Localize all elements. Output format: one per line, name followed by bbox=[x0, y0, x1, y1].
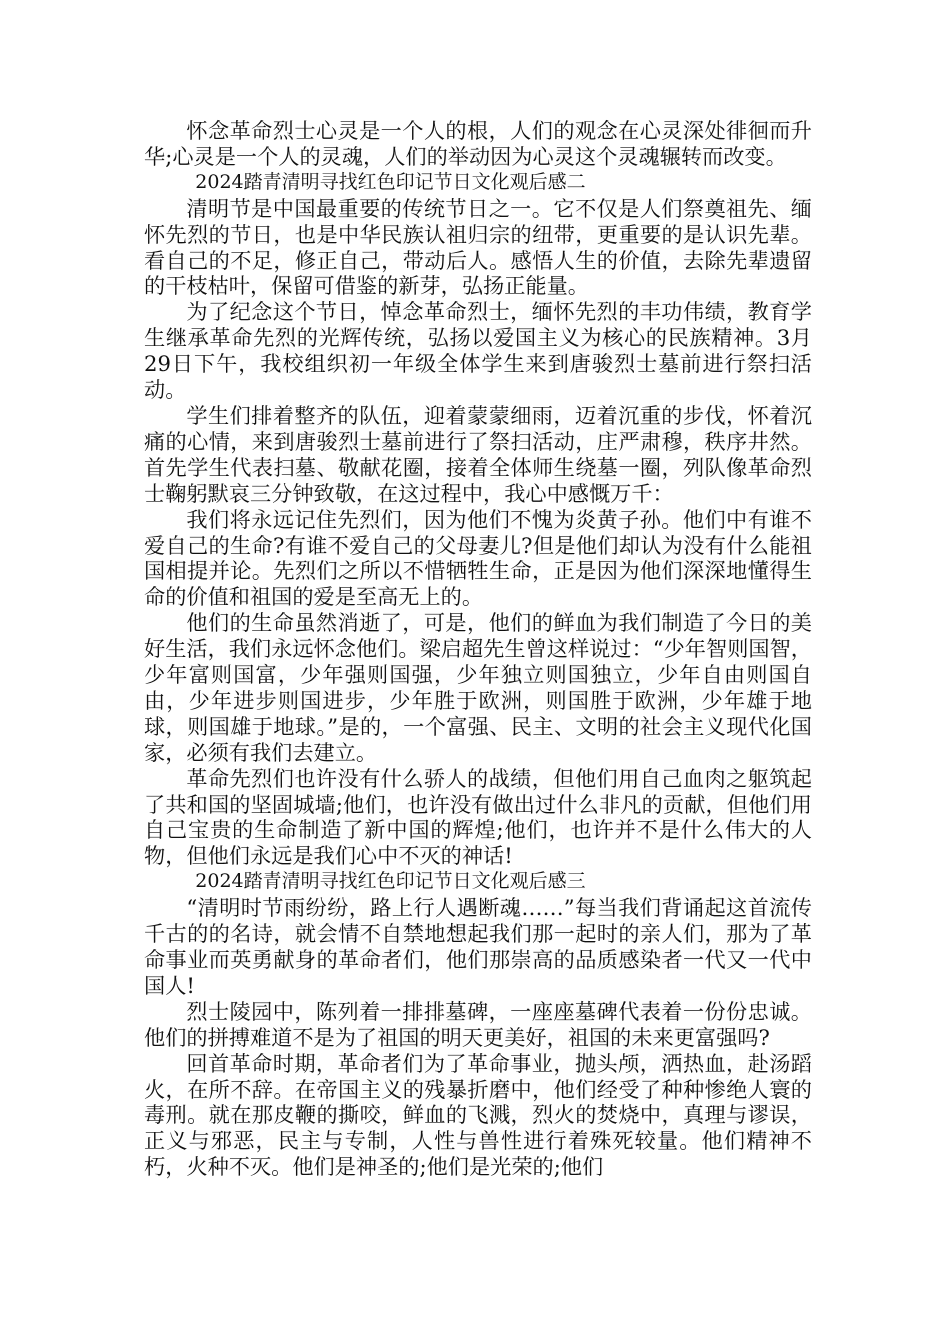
section-heading: 2024踏青清明寻找红色印记节日文化观后感三 bbox=[195, 870, 586, 893]
paragraph: 革命先烈们也许没有什么骄人的战绩，但他们用自己血肉之躯筑起了共和国的坚固城墙;他们，也许没有做出过什么非凡的贡献，但他们用自己宝贵的生命制造了新中国的辉煌;他们，也许并不是什么伟大的人物，但他们永远是我们心中不灭的神话! bbox=[144, 765, 812, 869]
paragraph: 他们的生命虽然消逝了，可是，他们的鲜血为我们制造了今日的美好生活，我们永远怀念他们。梁启超先生曾这样说过：“少年智则国智，少年富则国富，少年强则国强，少年独立则国独立，少年自由则国自由，少年进步则国进步，少年胜于欧洲，则国胜于欧洲，少年雄于地球，则国雄于地球。”是的，一个富强、民主、文明的社会主义现代化国家，必须有我们去建立。 bbox=[144, 610, 812, 765]
paragraph: 怀念革命烈士心灵是一个人的根，人们的观念在心灵深处徘徊而升华;心灵是一个人的灵魂，人们的举动因为心灵这个灵魂辗转而改变。 bbox=[144, 118, 812, 169]
document-body bbox=[144, 118, 812, 1180]
paragraph: “清明时节雨纷纷，路上行人遇断魂……”每当我们背诵起这首流传千古的的名诗，就会情不自禁地想起我们那一起时的亲人们，那为了革命事业而英勇献身的革命者们，他们那崇高的品质感染者一代又一代中国人! bbox=[144, 895, 812, 998]
paragraph: 回首革命时期，革命者们为了革命事业，抛头颅，洒热血，赴汤蹈火，在所不辞。在帝国主义的残暴折磨中，他们经受了种种惨绝人寰的毒刑。就在那皮鞭的撕咬，鲜血的飞溅，烈火的焚烧中，真理与谬误，正义与邪恶，民主与专制，人性与兽性进行着殊死较量。他们精神不朽，火种不灭。他们是神圣的;他们是光荣的;他们 bbox=[144, 1050, 812, 1180]
paragraph: 烈士陵园中，陈列着一排排墓碑，一座座墓碑代表着一份份忠诚。他们的拼搏难道不是为了祖国的明天更美好，祖国的未来更富强吗? bbox=[144, 998, 812, 1050]
paragraph: 为了纪念这个节日，悼念革命烈士，缅怀先烈的丰功伟绩，教育学生继承革命先烈的光辉传统，弘扬以爱国主义为核心的民族精神。3月29日下午，我校组织初一年级全体学生来到唐骏烈士墓前进行祭扫活动。 bbox=[144, 299, 812, 403]
paragraph: 学生们排着整齐的队伍，迎着蒙蒙细雨，迈着沉重的步伐，怀着沉痛的心情，来到唐骏烈士墓前进行了祭扫活动，庄严肃穆，秩序井然。首先学生代表扫墓、敬献花圈，接着全体师生绕墓一圈，列队像革命烈士鞠躬默哀三分钟致敬，在这过程中，我心中感慨万千： bbox=[144, 402, 812, 506]
paragraph: 清明节是中国最重要的传统节日之一。它不仅是人们祭奠祖先、缅怀先烈的节日，也是中华民族认祖归宗的纽带，更重要的是认识先辈。看自己的不足，修正自己，带动后人。感悟人生的价值，去除先辈遗留的干枝枯叶，保留可借鉴的新芽，弘扬正能量。 bbox=[144, 195, 812, 299]
section-heading: 2024踏青清明寻找红色印记节日文化观后感二 bbox=[195, 170, 586, 193]
paragraph: 我们将永远记住先烈们，因为他们不愧为炎黄子孙。他们中有谁不爱自己的生命?有谁不爱自己的父母妻儿?但是他们却认为没有什么能祖国相提并论。先烈们之所以不惜牺牲生命，正是因为他们深深地懂得生命的价值和祖国的爱是至高无上的。 bbox=[144, 506, 812, 610]
